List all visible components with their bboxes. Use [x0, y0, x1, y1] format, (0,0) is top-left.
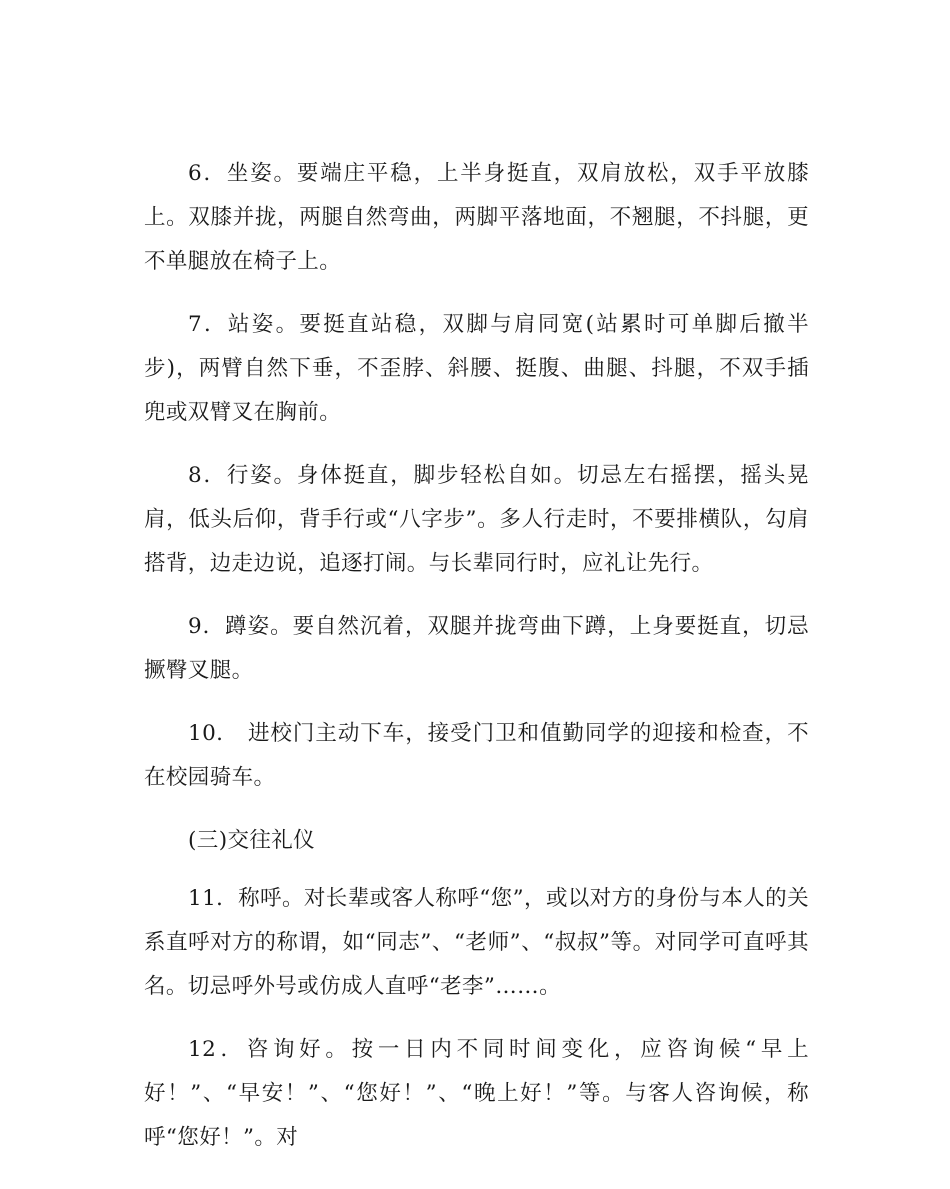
paragraph-greetings: 12．咨询好。按一日内不同时间变化，应咨询候“早上好！”、“早安！”、“您好！”、“晚上好！”等。与客人咨询候，称呼“您好！”。对	[144, 1037, 809, 1150]
paragraph-sitting-posture: 6．坐姿。要端庄平稳，上半身挺直，双肩放松，双手平放膝上。双膝并拢，两腿自然弯曲，两脚平落地面，不翘腿，不抖腿，更不单腿放在椅子上。	[144, 161, 809, 274]
paragraph-forms-of-address: 11．称呼。对长辈或客人称呼“您”，或以对方的身份与本人的关系直呼对方的称谓，如“同志”、“老师”、“叔叔”等。对同学可直呼其名。切忌呼外号或仿成人直呼“老李”……。	[144, 886, 809, 999]
paragraph-standing-posture: 7．站姿。要挺直站稳，双脚与肩同宽(站累时可单脚后撤半步)，两臂自然下垂，不歪脖、斜腰、挺腹、曲腿、抖腿，不双手插兜或双臂叉在胸前。	[144, 312, 809, 425]
paragraph-number: 10.	[188, 721, 224, 746]
paragraph-entering-school	[144, 712, 809, 800]
paragraph-walking-posture: 8．行姿。身体挺直，脚步轻松自如。切忌左右摇摆，摇头晃肩，低头后仰，背手行或“八字步”。多人行走时，不要排横队，勾肩搭背，边走边说，追逐打闹。与长辈同行时，应礼让先行。	[144, 463, 809, 576]
document-body	[144, 152, 809, 1179]
paragraph-squatting-posture: 9．蹲姿。要自然沉着，双腿并拢弯曲下蹲，上身要挺直，切忌撅臀叉腿。	[144, 614, 809, 683]
section-heading-social-etiquette: (三)交往礼仪	[188, 828, 316, 853]
paragraph-text: 进校门主动下车，接受门卫和值勤同学的迎接和检查，不在校园骑车。	[144, 721, 809, 790]
